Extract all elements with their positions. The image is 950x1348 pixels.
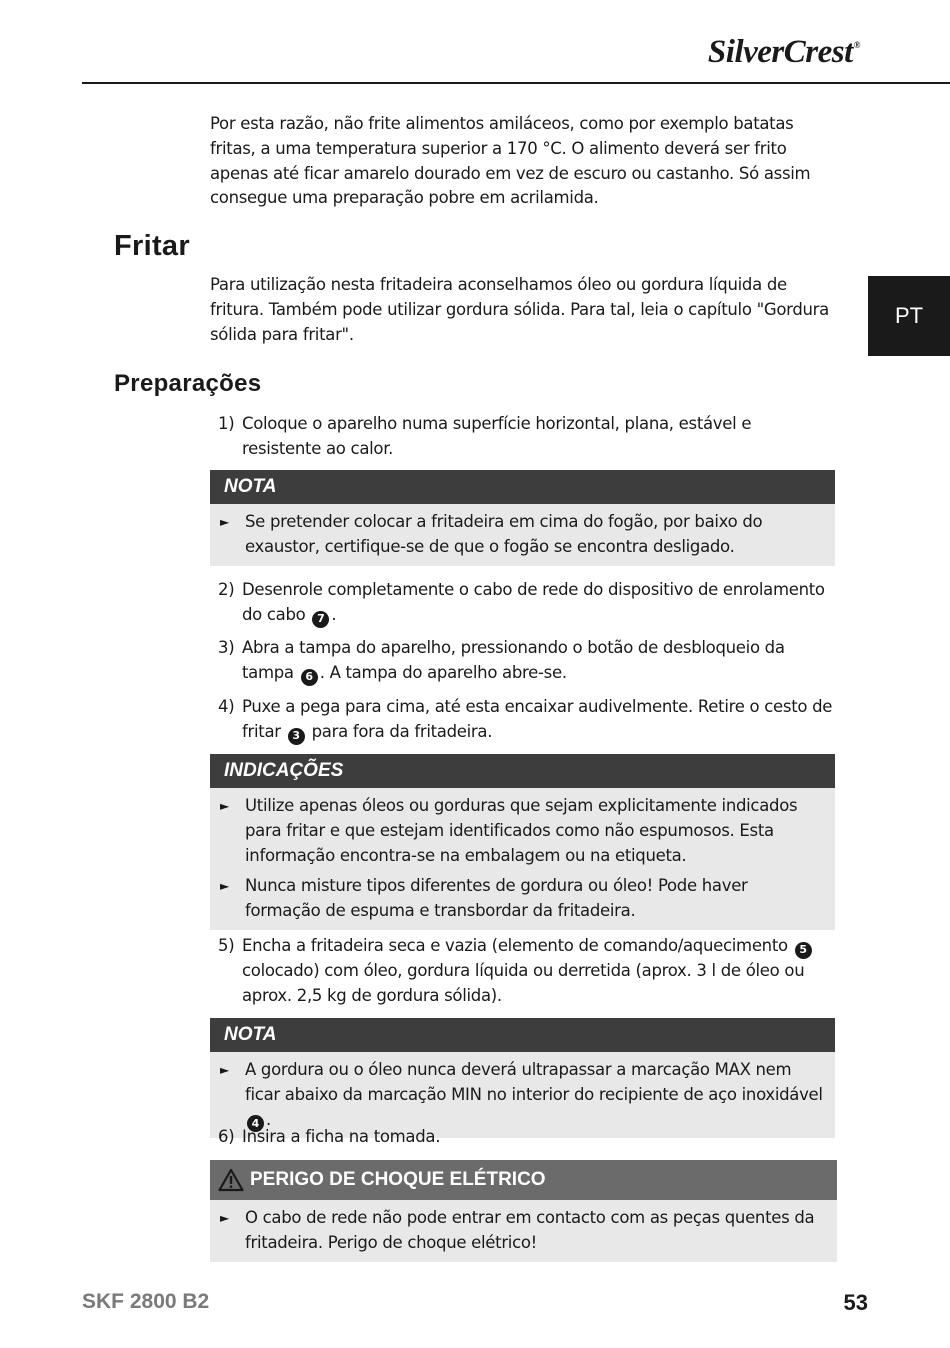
note-box-1 [210, 470, 835, 566]
note-box-title: NOTA [210, 1018, 835, 1052]
language-tab: PT [868, 276, 950, 356]
note-box-title: NOTA [210, 470, 835, 504]
bullet-arrow-icon: ► [220, 799, 229, 813]
part-number-badge: 7 [312, 611, 329, 628]
indicacoes-bullet: ► Nunca misture tipos diferentes de gordura ou óleo! Pode haver formação de espuma e transbordar da fritadeira. [220, 874, 825, 924]
brand-logo: SilverCrest® [707, 34, 860, 70]
part-number-badge: 4 [247, 1115, 264, 1132]
step-6: 6) Insira a ficha na tomada. [218, 1127, 441, 1146]
danger-box [210, 1160, 837, 1262]
indicacoes-box [210, 754, 835, 930]
intro-paragraph: Por esta razão, não frite alimentos amiláceos, como por exemplo batatas fritas, a uma temperatura superior a 170 °C. O alimento deverá ser frito apenas até ficar amarelo dourado em vez de escuro ou castanho. Só assim consegue uma preparação pobre em acrilamida. [210, 114, 811, 208]
bullet-arrow-icon: ► [220, 1211, 229, 1225]
bullet-arrow-icon: ► [220, 1063, 229, 1077]
note-box-2 [210, 1018, 835, 1138]
header-rule [82, 82, 950, 84]
note-bullet: ► Se pretender colocar a fritadeira em cima do fogão, por baixo do exaustor, certifique-se de que o fogão se encontra desligado. [220, 510, 825, 560]
step-3: 3) Abra a tampa do aparelho, pressionando o botão de desbloqueio da tampa 6 . A tampa do aparelho abre-se. [210, 636, 835, 686]
section-title-preparacoes: Preparações [114, 370, 262, 397]
part-number-badge: 5 [795, 942, 812, 959]
danger-bullet: ► O cabo de rede não pode entrar em contacto com as peças quentes da fritadeira. Perigo de choque elétrico! [220, 1206, 827, 1256]
indicacoes-box-title: INDICAÇÕES [210, 754, 835, 788]
footer-model: SKF 2800 B2 [82, 1290, 210, 1313]
step-1: 1) Coloque o aparelho numa superfície horizontal, plana, estável e resistente ao calor. [218, 414, 752, 458]
bullet-arrow-icon: ► [220, 879, 229, 894]
part-number-badge: 3 [288, 728, 305, 745]
note-bullet: ► A gordura ou o óleo nunca deverá ultrapassar a marcação MAX nem ficar abaixo da marcação MIN no interior do recipiente de aço inoxidável 4 . [220, 1058, 825, 1132]
danger-box-title: PERIGO DE CHOQUE ELÉTRICO [210, 1160, 837, 1200]
section-title-fritar: Fritar [114, 230, 190, 262]
page-number: 53 [843, 1290, 868, 1315]
indicacoes-bullet: ► Utilize apenas óleos ou gorduras que sejam explicitamente indicados para fritar e que estejam identificados como não espumosos. Esta informação encontra-se na embalagem ou na etiqueta. [220, 794, 825, 868]
bullet-arrow-icon: ► [220, 515, 229, 529]
step-2: 2) Desenrole completamente o cabo de rede do dispositivo de enrolamento do cabo 7 . [210, 578, 835, 628]
warning-triangle-icon [218, 1168, 244, 1192]
step-4: 4) Puxe a pega para cima, até esta encaixar audivelmente. Retire o cesto de fritar 3 para fora da fritadeira. [210, 695, 835, 745]
part-number-badge: 6 [301, 669, 318, 686]
fritar-paragraph: Para utilização nesta fritadeira aconselhamos óleo ou gordura líquida de fritura. Também pode utilizar gordura sólida. Para tal, leia o capítulo "Gordura sólida para fritar". [210, 275, 829, 344]
step-5: 5) Encha a fritadeira seca e vazia (elemento de comando/aquecimento 5 colocado) com óleo, gordura líquida ou derretida (aprox. 3 l de óleo ou aprox. 2,5 kg de gordura sólida). [210, 934, 835, 1008]
